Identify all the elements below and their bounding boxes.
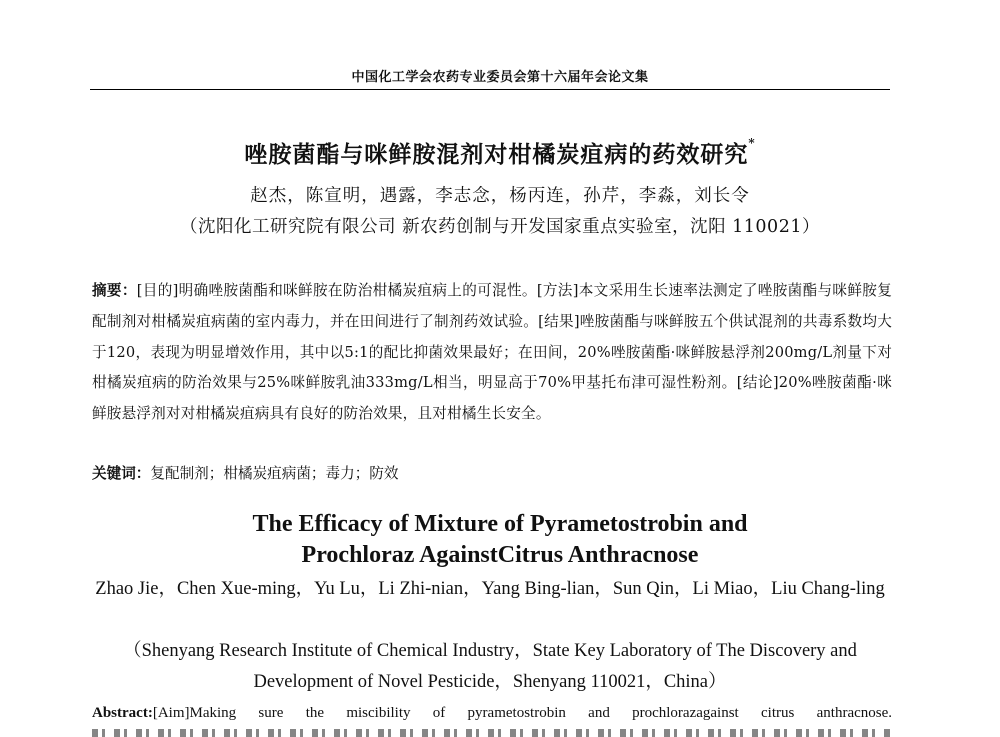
running-head: 中国化工学会农药专业委员会第十六届年会论文集	[351, 70, 649, 85]
english-title	[0, 509, 1000, 571]
english-abstract-text: [Aim]Making sure the miscibility of pyrametostrobin and prochlorazagainst citrus anthracnose.	[152, 705, 892, 721]
chinese-title	[0, 136, 1000, 169]
chinese-keywords	[92, 462, 892, 486]
title-footnote-mark: *	[748, 136, 756, 150]
header-rule	[90, 89, 890, 90]
chinese-abstract-label: 摘要：	[92, 282, 137, 299]
chinese-title-text: 唑胺菌酯与咪鲜胺混剂对柑橘炭疽病的药效研究	[244, 141, 749, 168]
chinese-authors: 赵杰，陈宣明，遇露，李志念，杨丙连，孙芹，李淼，刘长令	[250, 186, 750, 206]
chinese-abstract	[92, 276, 892, 430]
chinese-keywords-label: 关键词：	[92, 465, 151, 482]
english-abstract-label: Abstract:	[92, 705, 153, 721]
english-title-line-2: Prochloraz AgainstCitrus Anthracnose	[301, 542, 699, 568]
cropped-text-line	[92, 729, 892, 737]
chinese-keywords-text: 复配制剂；柑橘炭疽病菌；毒力；防效	[150, 465, 399, 482]
english-authors: Zhao Jie，Chen Xue-ming，Yu Lu，Li Zhi-nian，Yang Bing-lian，Sun Qin，Li Miao，Liu Chang-ling	[95, 579, 885, 599]
english-title-line-1: The Efficacy of Mixture of Pyrametostrobin and	[252, 511, 748, 537]
english-affiliation: （Shenyang Research Institute of Chemical Industry，State Key Laboratory of The Discovery and Development of Novel Pesticide，Shenyang 110021，China）	[123, 641, 857, 692]
chinese-affiliation: （沈阳化工研究院有限公司 新农药创制与开发国家重点实验室，沈阳 110021）	[180, 217, 820, 237]
english-abstract	[92, 702, 892, 724]
chinese-abstract-text: [目的]明确唑胺菌酯和咪鲜胺在防治柑橘炭疽病上的可混性。[方法]本文采用生长速率法测定了唑胺菌酯与咪鲜胺复配制剂对柑橘炭疽病菌的室内毒力，并在田间进行了制剂药效试验。[结果]唑胺菌酯与咪鲜胺五个供试混剂的共毒系数均大于120，表现为明显增效作用，其中以5:1的配比抑菌效果最好；在田间，20%唑胺菌酯·咪鲜胺悬浮剂200mg/L剂量下对柑橘炭疽病的防治效果与25%咪鲜胺乳油333mg/L相当，明显高于70%甲基托布津可湿性粉剂。[结论]20%唑胺菌酯·咪鲜胺悬浮剂对对柑橘炭疽病具有良好的防治效果，且对柑橘生长安全。	[92, 282, 892, 423]
